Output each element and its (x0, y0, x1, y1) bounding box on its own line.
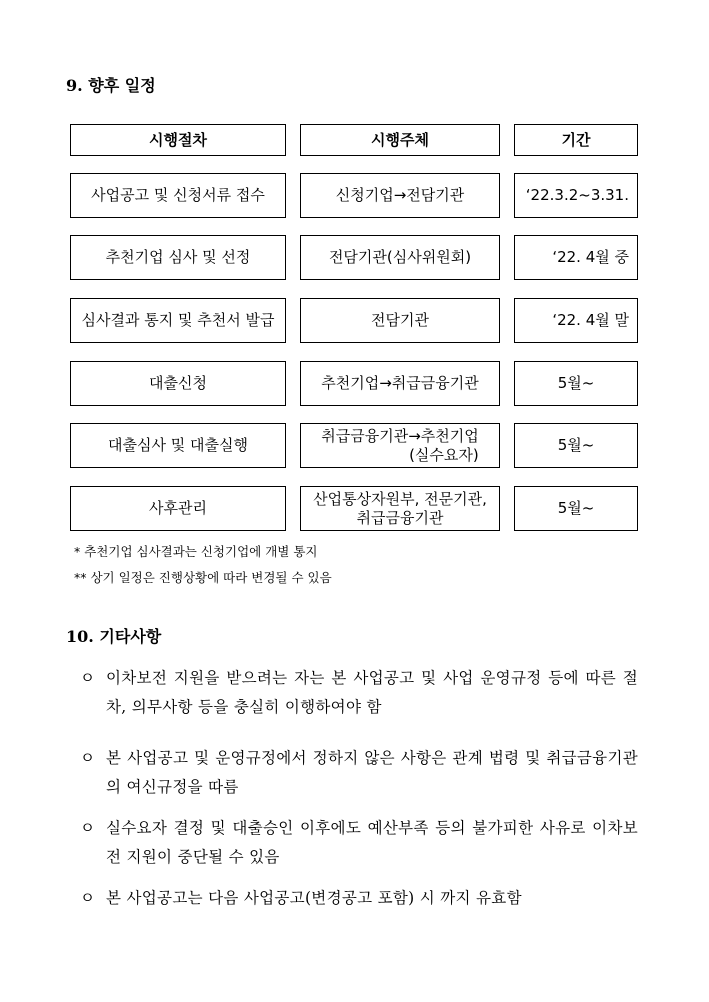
row-6-agent-line-2: 취급금융기관 (356, 508, 444, 527)
list-item (80, 884, 640, 914)
row-1-procedure: 사업공고 및 신청서류 접수 (70, 173, 286, 218)
row-4-procedure: 대출신청 (70, 361, 286, 406)
list-item (80, 664, 640, 722)
row-3-period: ‘22. 4월 말 (514, 298, 638, 343)
row-5-procedure: 대출심사 및 대출실행 (70, 423, 286, 468)
row-3-agent: 전담기관 (300, 298, 500, 343)
row-2-period: ‘22. 4월 중 (514, 235, 638, 280)
row-1-period: ‘22.3.2~3.31. (514, 173, 638, 218)
header-agent: 시행주체 (300, 124, 500, 156)
note-1: * 추천기업 심사결과는 신청기업에 개별 통지 (74, 544, 318, 559)
row-6-agent (300, 486, 500, 531)
list-item-text: 실수요자 결정 및 대출승인 이후에도 예산부족 등의 불가피한 사유로 이차보전 지원이 중단될 수 있음 (106, 819, 638, 866)
row-5-period: 5월~ (514, 423, 638, 468)
row-5-agent-line-2: (실수요자) (409, 445, 479, 464)
section-10-title: 10. 기타사항 (66, 627, 162, 646)
bullet-mark: ㅇ (80, 669, 96, 687)
row-6-period: 5월~ (514, 486, 638, 531)
row-5-agent (300, 423, 500, 468)
list-item (80, 814, 640, 872)
header-period: 기간 (514, 124, 638, 156)
row-4-agent: 추천기업→취급금융기관 (300, 361, 500, 406)
row-2-procedure: 추천기업 심사 및 선정 (70, 235, 286, 280)
row-6-procedure: 사후관리 (70, 486, 286, 531)
bullet-mark: ㅇ (80, 819, 96, 837)
row-6-agent-line-1: 산업통상자원부, 전문기관, (313, 489, 487, 508)
header-procedure: 시행절차 (70, 124, 286, 156)
bullet-mark: ㅇ (80, 749, 96, 767)
list-item-text: 이차보전 지원을 받으려는 자는 본 사업공고 및 사업 운영규정 등에 따른 절차, 의무사항 등을 충실히 이행하여야 함 (106, 669, 638, 716)
row-4-period: 5월~ (514, 361, 638, 406)
bullet-mark: ㅇ (80, 889, 96, 907)
list-item (80, 744, 640, 802)
row-3-procedure: 심사결과 통지 및 추천서 발급 (70, 298, 286, 343)
section-9-title: 9. 향후 일정 (66, 76, 156, 95)
row-1-agent: 신청기업→전담기관 (300, 173, 500, 218)
row-5-agent-line-1: 취급금융기관→추천기업 (321, 426, 479, 445)
list-item-text: 본 사업공고는 다음 사업공고(변경공고 포함) 시 까지 유효함 (106, 889, 522, 907)
list-item-text: 본 사업공고 및 운영규정에서 정하지 않은 사항은 관계 법령 및 취급금융기관의 여신규정을 따름 (106, 749, 638, 796)
row-2-agent: 전담기관(심사위원회) (300, 235, 500, 280)
note-2: ** 상기 일정은 진행상황에 따라 변경될 수 있음 (74, 570, 332, 585)
